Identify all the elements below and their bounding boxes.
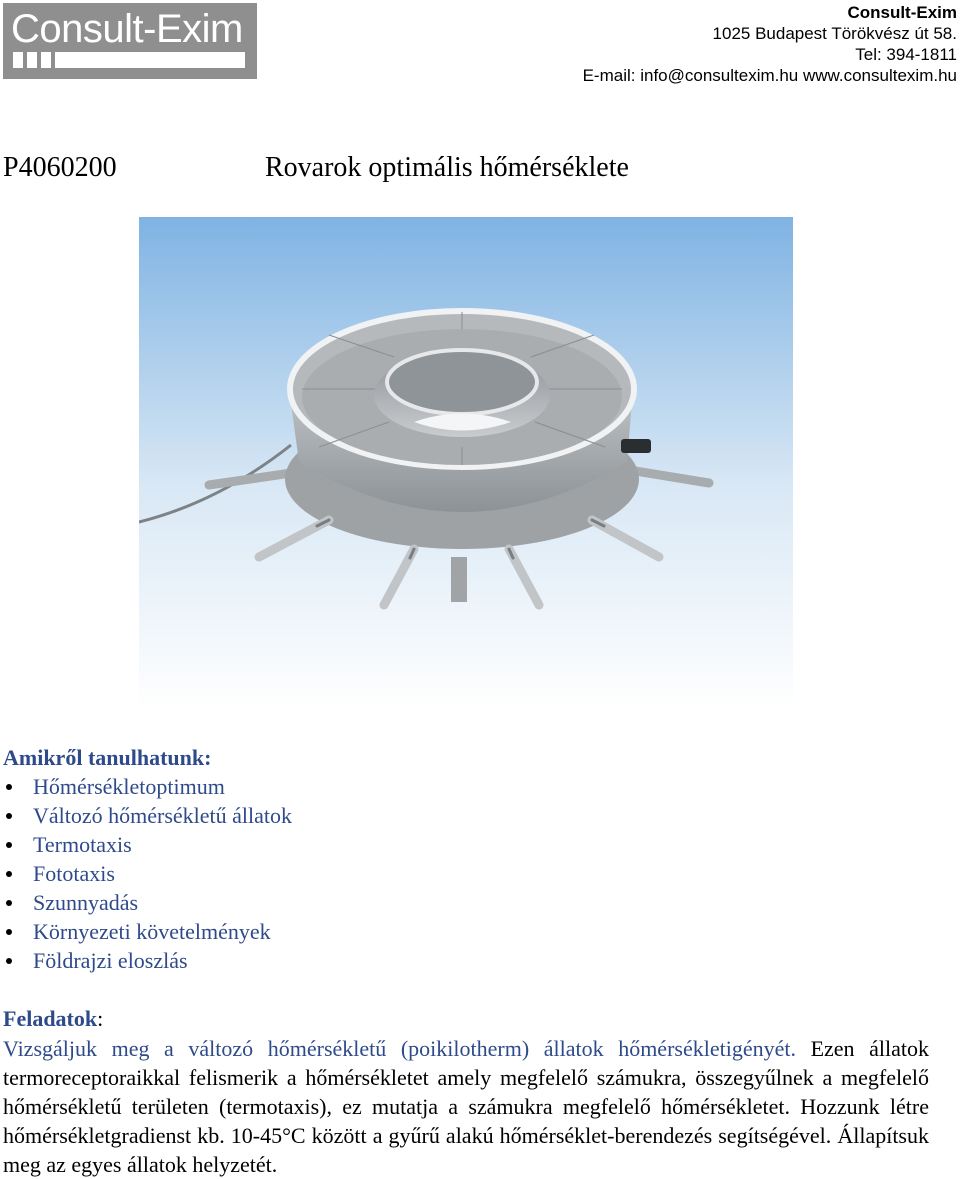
list-item: Változó hőmérsékletű állatok — [3, 801, 292, 830]
logo-wordmark: Consult-Exim — [11, 7, 243, 51]
company-name: Consult-Exim — [847, 3, 957, 22]
product-photo — [139, 217, 793, 710]
list-item: Fototaxis — [3, 859, 292, 888]
learn-topics-list — [3, 772, 292, 975]
contact-block — [583, 2, 957, 86]
company-logo — [3, 3, 257, 79]
product-code: P4060200 — [3, 152, 117, 183]
company-phone: Tel: 394-1811 — [855, 45, 957, 64]
tasks-first-sentence: Vizsgáljuk meg a változó hőmérsékletű (poikilotherm) állatok hőmérsékletigényét. — [3, 1036, 796, 1061]
tasks-heading — [3, 1004, 103, 1033]
product-title: Rovarok optimális hőmérséklete — [265, 152, 629, 183]
tasks-heading-label: Feladatok — [3, 1006, 98, 1031]
company-address: 1025 Budapest Törökvész út 58. — [712, 24, 957, 43]
list-item: Szunnyadás — [3, 888, 292, 917]
list-item: Földrajzi eloszlás — [3, 946, 292, 975]
tasks-description: Ezen állatok termoreceptoraikkal felismerik a hőmérsékletet amely megfelelő számukra, összegyűlnek a megfelelő hőmérsékletű területen (termotaxis), ez mutatja a számukra megfelelő hőmérsékletet. Hozzunk létre hőmérsékletgradienst kb. 10-45°C között a gyűrű alakú hőmérséklet-berendezés segítségével. Állapítsuk meg az egyes állatok helyzetét. — [3, 1036, 929, 1177]
list-item: Termotaxis — [3, 830, 292, 859]
list-item: Környezeti követelmények — [3, 917, 292, 946]
tasks-heading-colon: : — [97, 1006, 104, 1031]
tasks-paragraph — [3, 1034, 929, 1179]
list-item: Hőmérsékletoptimum — [3, 772, 292, 801]
learn-heading: Amikről tanulhatunk: — [3, 745, 212, 770]
company-email-web: E-mail: info@consultexim.hu www.consultexim.hu — [582, 66, 957, 85]
